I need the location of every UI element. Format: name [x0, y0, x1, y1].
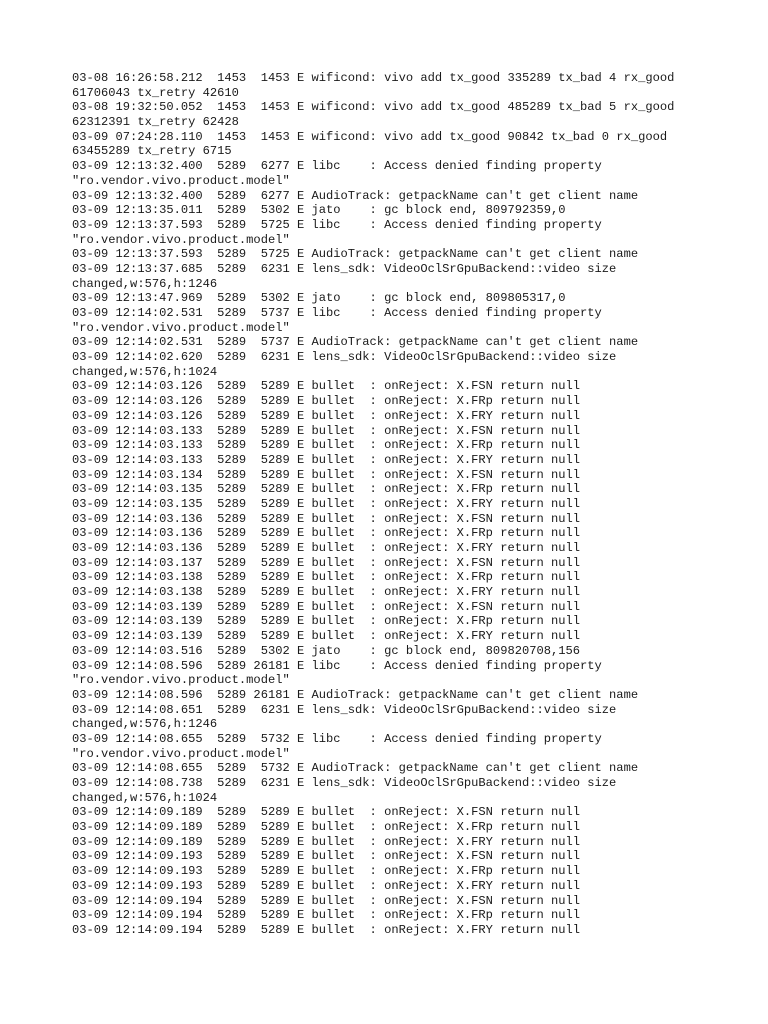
- log-line: changed,w:576,h:1246: [72, 717, 218, 732]
- log-line: 63455289 tx_retry 6715: [72, 144, 232, 159]
- log-line: 03-09 12:14:03.516 5289 5302 E jato : gc block end, 809820708,156: [72, 643, 581, 658]
- log-line: 03-09 12:14:09.194 5289 5289 E bullet : onReject: X.FSN return null: [72, 893, 581, 908]
- log-line: 03-09 12:14:08.655 5289 5732 E AudioTrack: getpackName can't get client name: [72, 761, 639, 776]
- log-line: 03-09 12:14:03.133 5289 5289 E bullet : onReject: X.FRp return null: [72, 438, 581, 453]
- log-line: 03-09 12:14:03.133 5289 5289 E bullet : onReject: X.FSN return null: [72, 423, 581, 438]
- log-line: "ro.vendor.vivo.product.model": [72, 320, 290, 335]
- log-line: changed,w:576,h:1024: [72, 364, 218, 379]
- log-line: changed,w:576,h:1246: [72, 276, 218, 291]
- log-line: 03-09 12:14:03.135 5289 5289 E bullet : onReject: X.FRp return null: [72, 482, 581, 497]
- log-line: 62312391 tx_retry 62428: [72, 115, 239, 130]
- log-line: 03-09 12:14:03.138 5289 5289 E bullet : onReject: X.FRp return null: [72, 570, 581, 585]
- log-line: 03-09 07:24:28.110 1453 1453 E wificond: vivo add tx_good 90842 tx_bad 0 rx_good: [72, 129, 668, 144]
- log-line: 03-09 12:14:02.620 5289 6231 E lens_sdk: VideoOclSrGpuBackend::video size: [72, 350, 617, 365]
- log-line: 03-09 12:14:09.189 5289 5289 E bullet : onReject: X.FSN return null: [72, 805, 581, 820]
- log-line: 03-09 12:13:37.593 5289 5725 E AudioTrack: getpackName can't get client name: [72, 247, 639, 262]
- log-line: 03-09 12:14:09.194 5289 5289 E bullet : onReject: X.FRY return null: [72, 922, 581, 937]
- log-line: 03-09 12:14:03.138 5289 5289 E bullet : onReject: X.FRY return null: [72, 585, 581, 600]
- log-line: 03-09 12:14:03.139 5289 5289 E bullet : onReject: X.FSN return null: [72, 599, 581, 614]
- log-line: "ro.vendor.vivo.product.model": [72, 673, 290, 688]
- log-line: 03-09 12:14:03.136 5289 5289 E bullet : onReject: X.FRY return null: [72, 541, 581, 555]
- log-line: 03-08 16:26:58.212 1453 1453 E wificond: vivo add tx_good 335289 tx_bad 4 rx_good: [72, 71, 675, 85]
- log-line: 03-09 12:13:37.685 5289 6231 E lens_sdk: VideoOclSrGpuBackend::video size: [72, 261, 617, 276]
- log-line: 03-09 12:14:02.531 5289 5737 E libc : Access denied finding property: [72, 306, 602, 320]
- log-line: 03-09 12:14:08.651 5289 6231 E lens_sdk: VideoOclSrGpuBackend::video size: [72, 702, 617, 717]
- log-line: 03-09 12:14:03.134 5289 5289 E bullet : onReject: X.FSN return null: [72, 467, 581, 482]
- log-line: 03-09 12:14:03.133 5289 5289 E bullet : onReject: X.FRY return null: [72, 452, 581, 467]
- log-line: 03-09 12:14:09.189 5289 5289 E bullet : onReject: X.FRY return null: [72, 834, 581, 849]
- log-line: 03-09 12:13:32.400 5289 6277 E libc : Access denied finding property: [72, 159, 602, 174]
- log-line: 61706043 tx_retry 42610: [72, 85, 239, 100]
- log-line: 03-09 12:14:08.596 5289 26181 E libc : Access denied finding property: [72, 658, 602, 673]
- log-line: 03-09 12:13:32.400 5289 6277 E AudioTrack: getpackName can't get client name: [72, 188, 639, 203]
- log-line: "ro.vendor.vivo.product.model": [72, 173, 290, 188]
- log-line: 03-09 12:14:03.139 5289 5289 E bullet : onReject: X.FRY return null: [72, 629, 581, 644]
- log-line: 03-09 12:14:09.189 5289 5289 E bullet : onReject: X.FRp return null: [72, 820, 581, 835]
- log-line: 03-09 12:14:03.126 5289 5289 E bullet : onReject: X.FRY return null: [72, 408, 581, 423]
- log-line: changed,w:576,h:1024: [72, 790, 218, 805]
- log-line: 03-09 12:14:03.139 5289 5289 E bullet : onReject: X.FRp return null: [72, 614, 581, 629]
- log-line: 03-09 12:14:09.193 5289 5289 E bullet : onReject: X.FRY return null: [72, 878, 581, 893]
- log-line: 03-09 12:13:37.593 5289 5725 E libc : Access denied finding property: [72, 217, 602, 232]
- log-line: 03-09 12:14:09.193 5289 5289 E bullet : onReject: X.FRp return null: [72, 864, 581, 879]
- log-line: 03-09 12:14:09.194 5289 5289 E bullet : onReject: X.FRp return null: [72, 908, 581, 923]
- log-line: 03-09 12:13:35.011 5289 5302 E jato : gc block end, 809792359,0: [72, 203, 566, 218]
- log-line: 03-09 12:13:47.969 5289 5302 E jato : gc block end, 809805317,0: [72, 291, 566, 306]
- log-line: 03-09 12:14:03.136 5289 5289 E bullet : onReject: X.FRp return null: [72, 526, 581, 541]
- log-line: 03-09 12:14:03.135 5289 5289 E bullet : onReject: X.FRY return null: [72, 496, 581, 511]
- log-line: 03-09 12:14:03.136 5289 5289 E bullet : onReject: X.FSN return null: [72, 511, 581, 526]
- log-line: "ro.vendor.vivo.product.model": [72, 232, 290, 247]
- log-line: 03-09 12:14:02.531 5289 5737 E AudioTrack: getpackName can't get client name: [72, 335, 639, 350]
- log-line: 03-09 12:14:03.126 5289 5289 E bullet : onReject: X.FSN return null: [72, 379, 581, 394]
- log-line: 03-09 12:14:03.126 5289 5289 E bullet : onReject: X.FRp return null: [72, 394, 581, 409]
- log-text: [72, 71, 732, 938]
- log-line: "ro.vendor.vivo.product.model": [72, 746, 290, 761]
- log-line: 03-09 12:14:08.596 5289 26181 E AudioTrack: getpackName can't get client name: [72, 687, 639, 702]
- log-line: 03-09 12:14:08.655 5289 5732 E libc : Access denied finding property: [72, 731, 602, 746]
- log-line: 03-09 12:14:08.738 5289 6231 E lens_sdk: VideoOclSrGpuBackend::video size: [72, 776, 617, 790]
- log-line: 03-08 19:32:50.052 1453 1453 E wificond: vivo add tx_good 485289 tx_bad 5 rx_good: [72, 100, 675, 115]
- log-line: 03-09 12:14:09.193 5289 5289 E bullet : onReject: X.FSN return null: [72, 849, 581, 864]
- log-line: 03-09 12:14:03.137 5289 5289 E bullet : onReject: X.FSN return null: [72, 555, 581, 570]
